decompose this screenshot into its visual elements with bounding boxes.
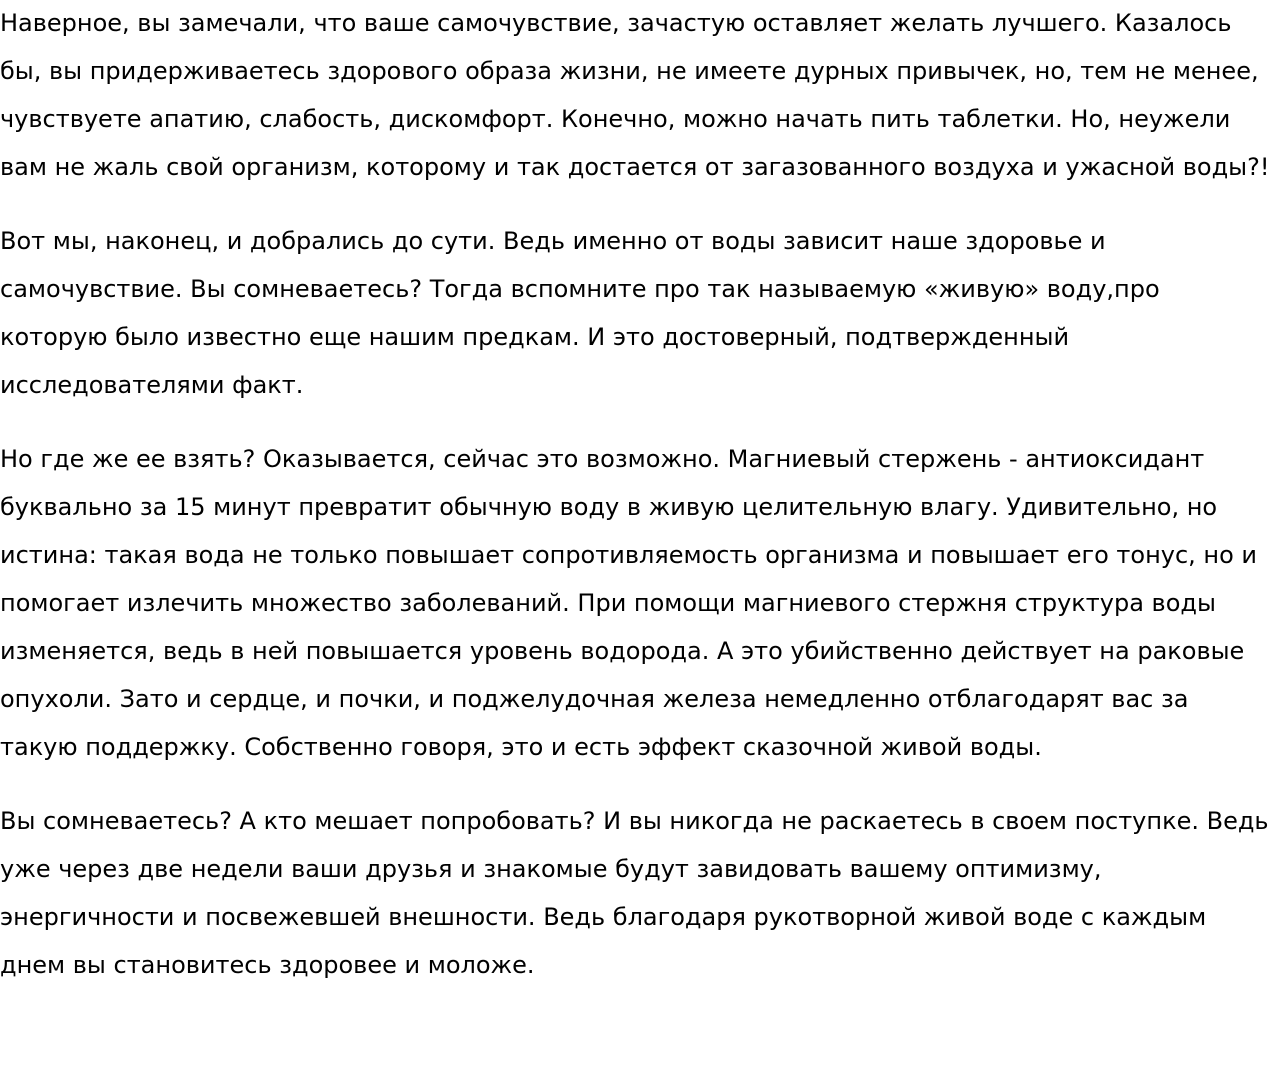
- article-paragraph-4: Вы сомневаетесь? А кто мешает попробовать? И вы никогда не раскаетесь в своем поступке. Ведь уже через две недели ваши друзья и знакомые будут завидовать вашему оптимизму, энергичности и посвежевшей внешности. Ведь благодаря рукотворной живой воде с каждым днем вы становитесь здоровее и моложе.: [0, 807, 1269, 979]
- article-paragraph-3: Но где же ее взять? Оказывается, сейчас это возможно. Магниевый стержень - антиоксидант буквально за 15 минут превратит обычную воду в живую целительную влагу. Удивительно, но истина: такая вода не только повышает сопротивляемость организма и повышает его тонус, но и помогает излечить множество заболеваний. При помощи магниевого стержня структура воды изменяется, ведь в ней повышается уровень водорода. А это убийственно действует на раковые опухоли. Зато и сердце, и почки, и поджелудочная железа немедленно отблагодарят вас за такую поддержку. Собственно говоря, это и есть эффект сказочной живой воды.: [0, 445, 1258, 761]
- article-paragraph-2: Вот мы, наконец, и добрались до сути. Ведь именно от воды зависит наше здоровье и самочувствие. Вы сомневаетесь? Тогда вспомните про так называемую «живую» воду,про которую было известно еще нашим предкам. И это достоверный, подтвержденный исследователями факт.: [0, 227, 1160, 399]
- article-paragraph-1: Наверное, вы замечали, что ваше самочувствие, зачастую оставляет желать лучшего. Казалось бы, вы придерживаетесь здорового образа жизни, не имеете дурных привычек, но, тем не менее, чувствуете апатию, слабость, дискомфорт. Конечно, можно начать пить таблетки. Но, неужели вам не жаль свой организм, которому и так достается от загазованного воздуха и ужасной воды?!: [0, 9, 1270, 181]
